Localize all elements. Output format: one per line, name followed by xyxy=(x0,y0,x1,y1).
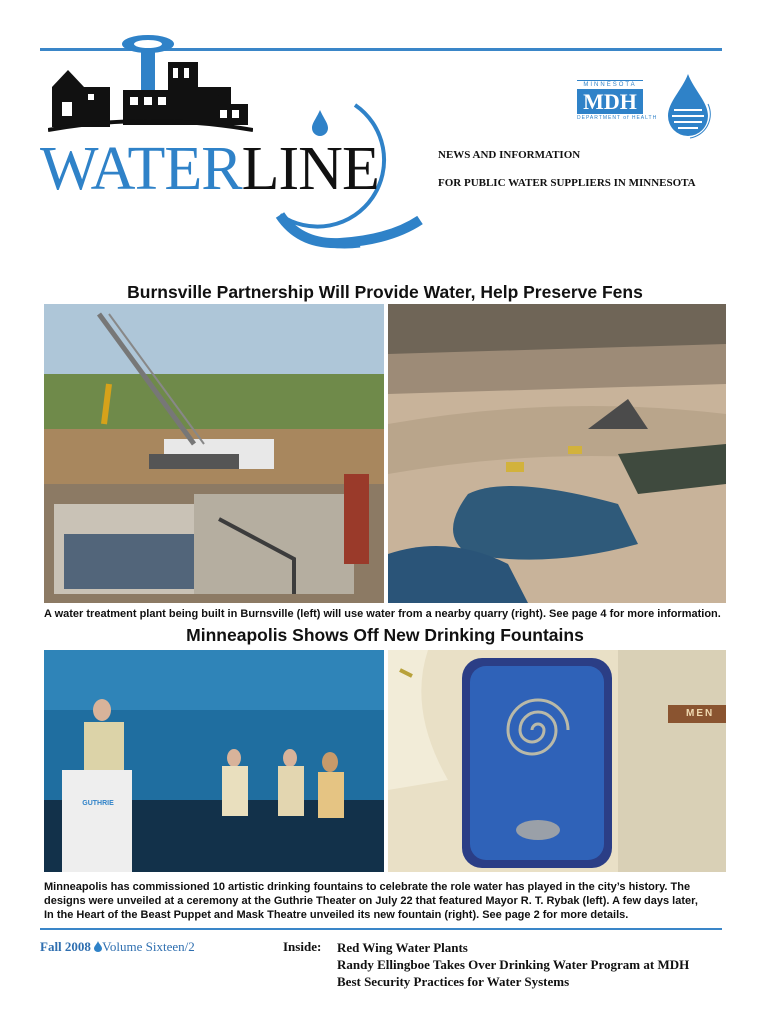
issue-season: Fall 2008 xyxy=(40,939,91,954)
title-water: WATER xyxy=(40,135,242,203)
newsletter-title xyxy=(40,135,379,203)
article1-headline: Burnsville Partnership Will Provide Water, Help Preserve Fens xyxy=(127,282,643,302)
inside-item: Best Security Practices for Water Systems xyxy=(337,974,570,989)
inside-list xyxy=(337,939,689,990)
inside-label: Inside: xyxy=(283,939,322,954)
water-drop-icon xyxy=(94,941,102,952)
inside-item: Red Wing Water Plants xyxy=(337,940,468,955)
article2-caption-line1: Minneapolis has commissioned 10 artistic drinking fountains to celebrate the role water has played in the city’s history. The xyxy=(44,881,691,893)
issue-volume: Volume Sixteen/2 xyxy=(102,939,195,954)
issue-info xyxy=(40,939,195,955)
mdh-logo-main: MDH xyxy=(577,90,643,114)
title-line: LINE xyxy=(241,135,379,203)
article2-caption xyxy=(44,880,734,922)
footer-rule xyxy=(40,928,722,930)
mdh-logo-top: MINNESOTA xyxy=(577,80,643,90)
inside-item: Randy Ellingboe Takes Over Drinking Water Program at MDH xyxy=(337,957,690,972)
article2-headline: Minneapolis Shows Off New Drinking Fountains xyxy=(186,625,584,645)
tagline-line2: FOR PUBLIC WATER SUPPLIERS IN MINNESOTA xyxy=(438,177,696,189)
podium-label: GUTHRIE xyxy=(82,800,114,807)
water-drop-icon xyxy=(312,110,328,136)
water-drop-logo-icon xyxy=(660,70,720,140)
construction-photo xyxy=(44,304,384,603)
water-tower-icon xyxy=(122,35,174,90)
town-skyline-illustration xyxy=(48,32,253,132)
article2-caption-line2: designs were unveiled at a ceremony at the Guthrie Theater on July 22 that featured Mayor R. T. Rybak (left). A few days later, xyxy=(44,895,698,907)
tagline-line1: NEWS AND INFORMATION xyxy=(438,149,581,161)
mdh-logo xyxy=(577,80,658,122)
quarry-photo xyxy=(388,304,726,603)
article2-caption-line3: In the Heart of the Beast Puppet and Mask Theatre unveiled its new fountain (right). See page 2 for more details. xyxy=(44,909,629,921)
ceremony-photo xyxy=(44,650,384,872)
mdh-logo-bottom: DEPARTMENT of HEALTH xyxy=(577,115,658,121)
barn-icon xyxy=(52,70,110,127)
restroom-sign-label: MEN xyxy=(686,708,715,719)
fountain-photo xyxy=(388,650,726,872)
article1-caption: A water treatment plant being built in Burnsville (left) will use water from a nearby quarry (right). See page 4 for more information. xyxy=(44,608,721,620)
